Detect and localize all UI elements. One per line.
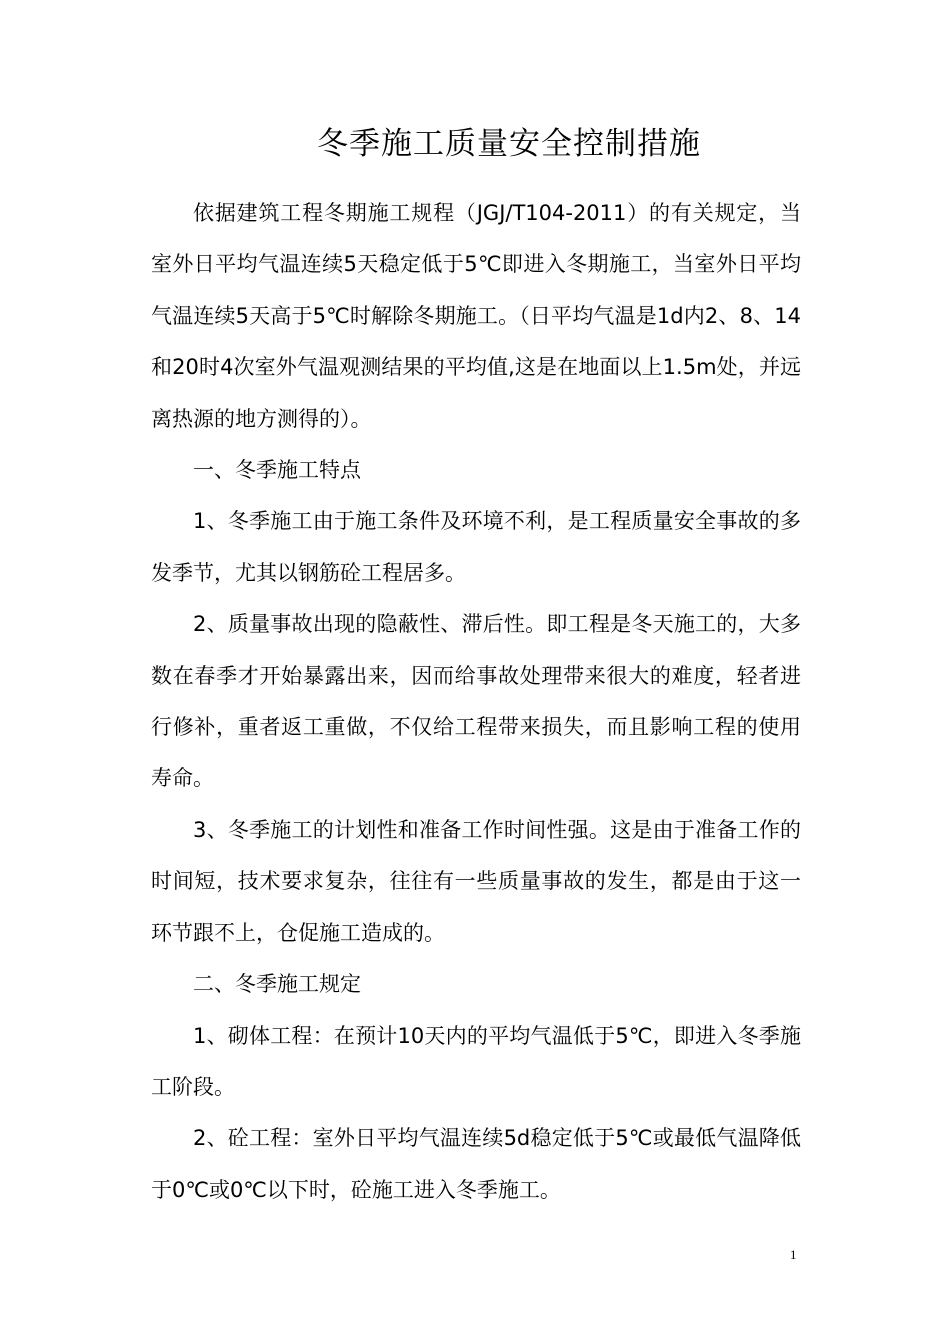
paragraph-1-1: 1、冬季施工由于施工条件及环境不利，是工程质量安全事故的多发季节，尤其以钢筋砼工程居多。: [151, 509, 801, 585]
document-title: 冬季施工质量安全控制措施: [317, 126, 701, 162]
document-body: [151, 188, 801, 1216]
paragraph-2-1: 1、砌体工程：在预计10天内的平均气温低于5℃，即进入冬季施工阶段。: [151, 1023, 801, 1099]
paragraph-2-2: 2、砼工程：室外日平均气温连续5d稳定低于5℃或最低气温降低于0℃或0℃以下时，砼施工进入冬季施工。: [151, 1126, 801, 1202]
heading-section-2: 二、冬季施工规定: [193, 972, 361, 997]
paragraph-1-3: 3、冬季施工的计划性和准备工作时间性强。这是由于准备工作的时间短，技术要求复杂，往往有一些质量事故的发生，都是由于这一环节跟不上，仓促施工造成的。: [151, 817, 801, 945]
page-number: 1: [790, 1247, 797, 1262]
paragraph-1-2: 2、质量事故出现的隐蔽性、滞后性。即工程是冬天施工的，大多数在春季才开始暴露出来，因而给事故处理带来很大的难度，轻者进行修补，重者返工重做，不仅给工程带来损失，而且影响工程的使用寿命。: [151, 612, 801, 791]
paragraph-intro: 依据建筑工程冬期施工规程（JGJ/T104-2011）的有关规定，当室外日平均气温连续5天稳定低于5℃即进入冬期施工，当室外日平均气温连续5天高于5℃时解除冬期施工。（日平均气温是1d内2、8、14和20时4次室外气温观测结果的平均值,这是在地面以上1.5m处，并远离热源的地方测得的）。: [151, 201, 801, 431]
heading-section-1: 一、冬季施工特点: [193, 458, 361, 483]
